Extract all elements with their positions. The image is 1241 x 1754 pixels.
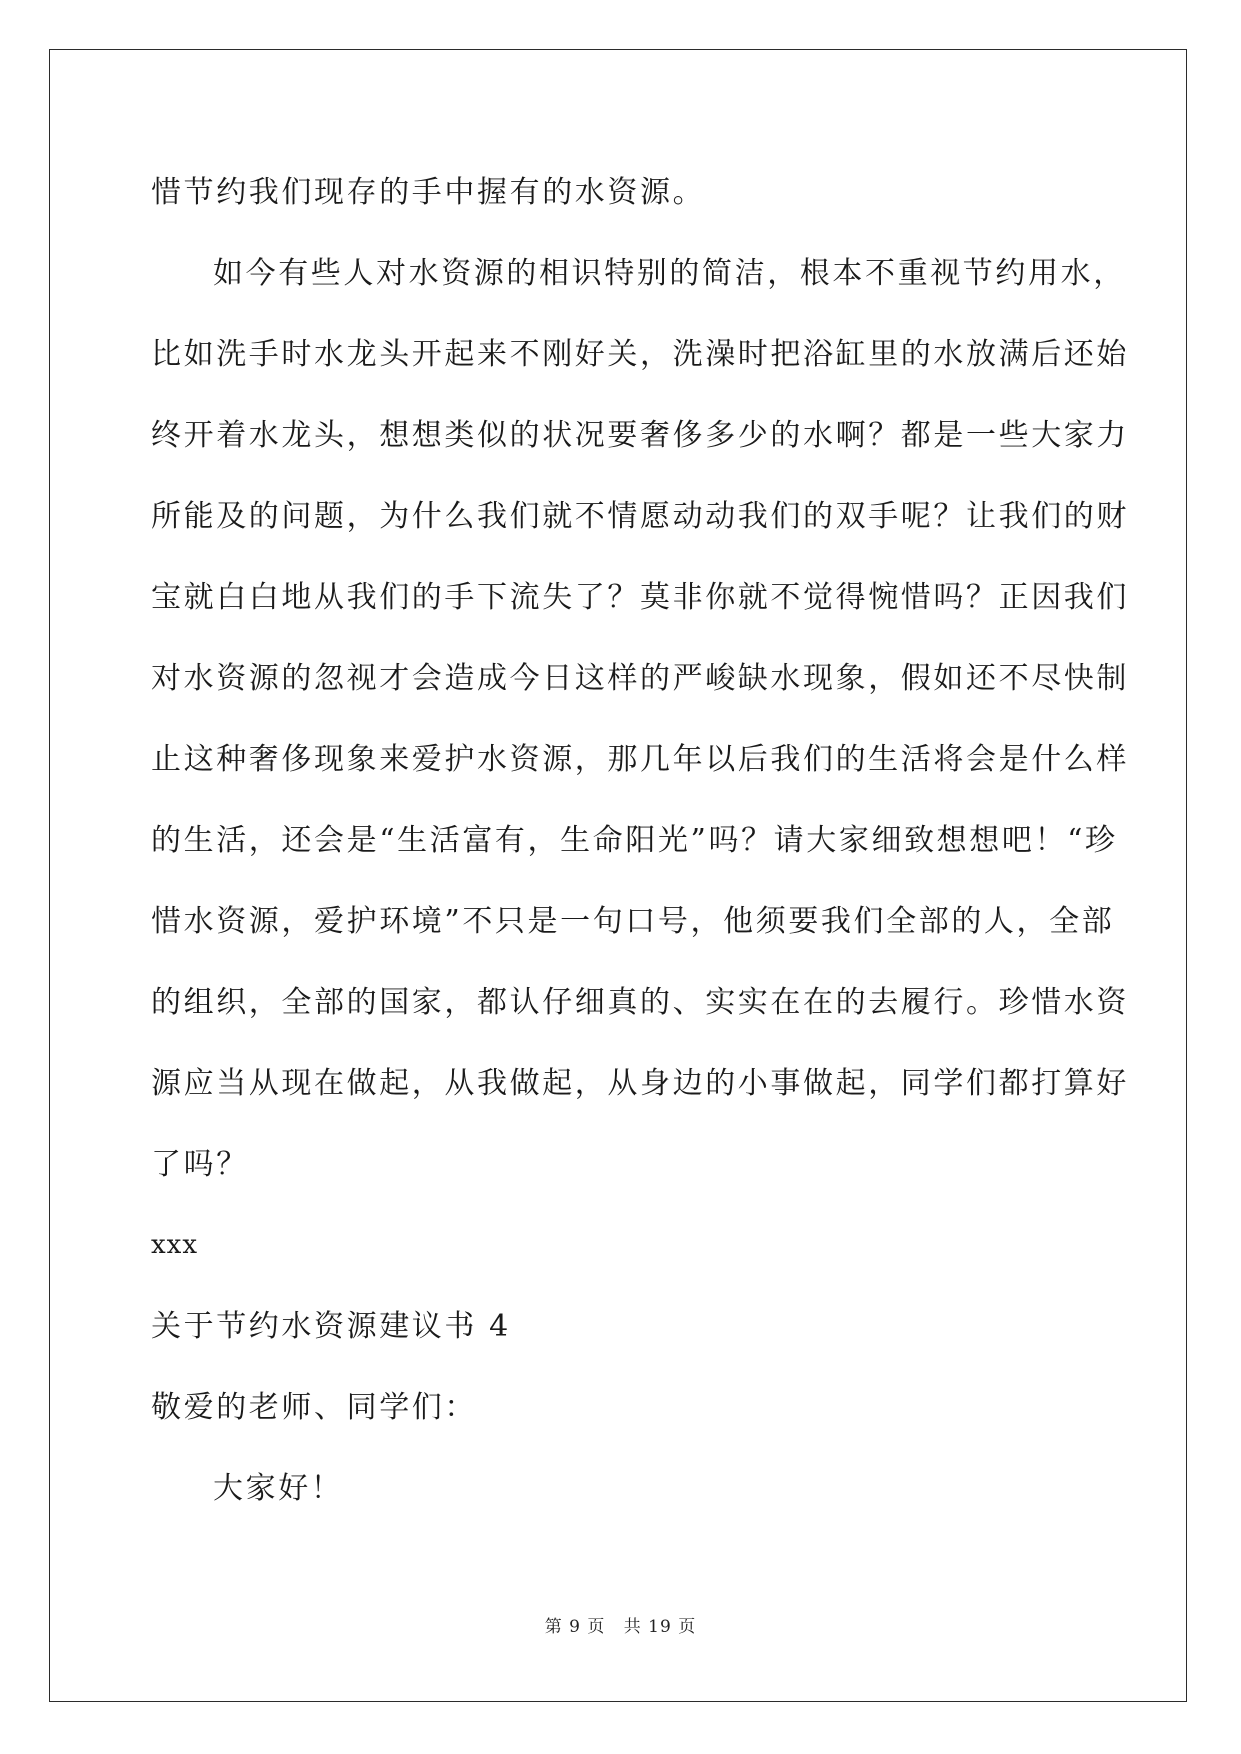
signature: xxx — [151, 1230, 198, 1260]
body-line: 源应当从现在做起，从我做起，从身边的小事做起，同学们都打算好 — [151, 1066, 1129, 1101]
page-total: 共 19 页 — [623, 1617, 697, 1637]
section-title: 关于节约水资源建议书 4 — [151, 1309, 511, 1344]
body-line: 的生活，还会是“生活富有，生命阳光”吗？请大家细致想想吧！“珍 — [151, 823, 1118, 858]
body-line: 对水资源的忽视才会造成今日这样的严峻缺水现象，假如还不尽快制 — [151, 661, 1129, 696]
greeting: 大家好！ — [213, 1471, 344, 1506]
salutation: 敬爱的老师、同学们： — [151, 1390, 477, 1425]
body-line: 终开着水龙头，想想类似的状况要奢侈多少的水啊？都是一些大家力 — [151, 418, 1129, 453]
body-line: 惜节约我们现存的手中握有的水资源。 — [151, 175, 706, 210]
body-line: 所能及的问题，为什么我们就不情愿动动我们的双手呢？让我们的财 — [151, 499, 1129, 534]
page-footer — [0, 1612, 1241, 1637]
body-line: 止这种奢侈现象来爱护水资源，那几年以后我们的生活将会是什么样 — [151, 742, 1129, 777]
paragraph-start-line: 如今有些人对水资源的相识特别的简洁，根本不重视节约用水， — [213, 256, 1126, 291]
body-line: 比如洗手时水龙头开起来不刚好关，洗澡时把浴缸里的水放满后还始 — [151, 337, 1129, 372]
body-line: 宝就白白地从我们的手下流失了？莫非你就不觉得惋惜吗？正因我们 — [151, 580, 1129, 615]
body-line: 了吗？ — [151, 1147, 249, 1182]
page-number: 第 9 页 — [544, 1617, 606, 1637]
document-body — [151, 152, 1129, 1529]
body-line: 惜水资源，爱护环境”不只是一句口号，他须要我们全部的人，全部 — [151, 904, 1115, 939]
body-line: 的组织，全部的国家，都认仔细真的、实实在在的去履行。珍惜水资 — [151, 985, 1129, 1020]
